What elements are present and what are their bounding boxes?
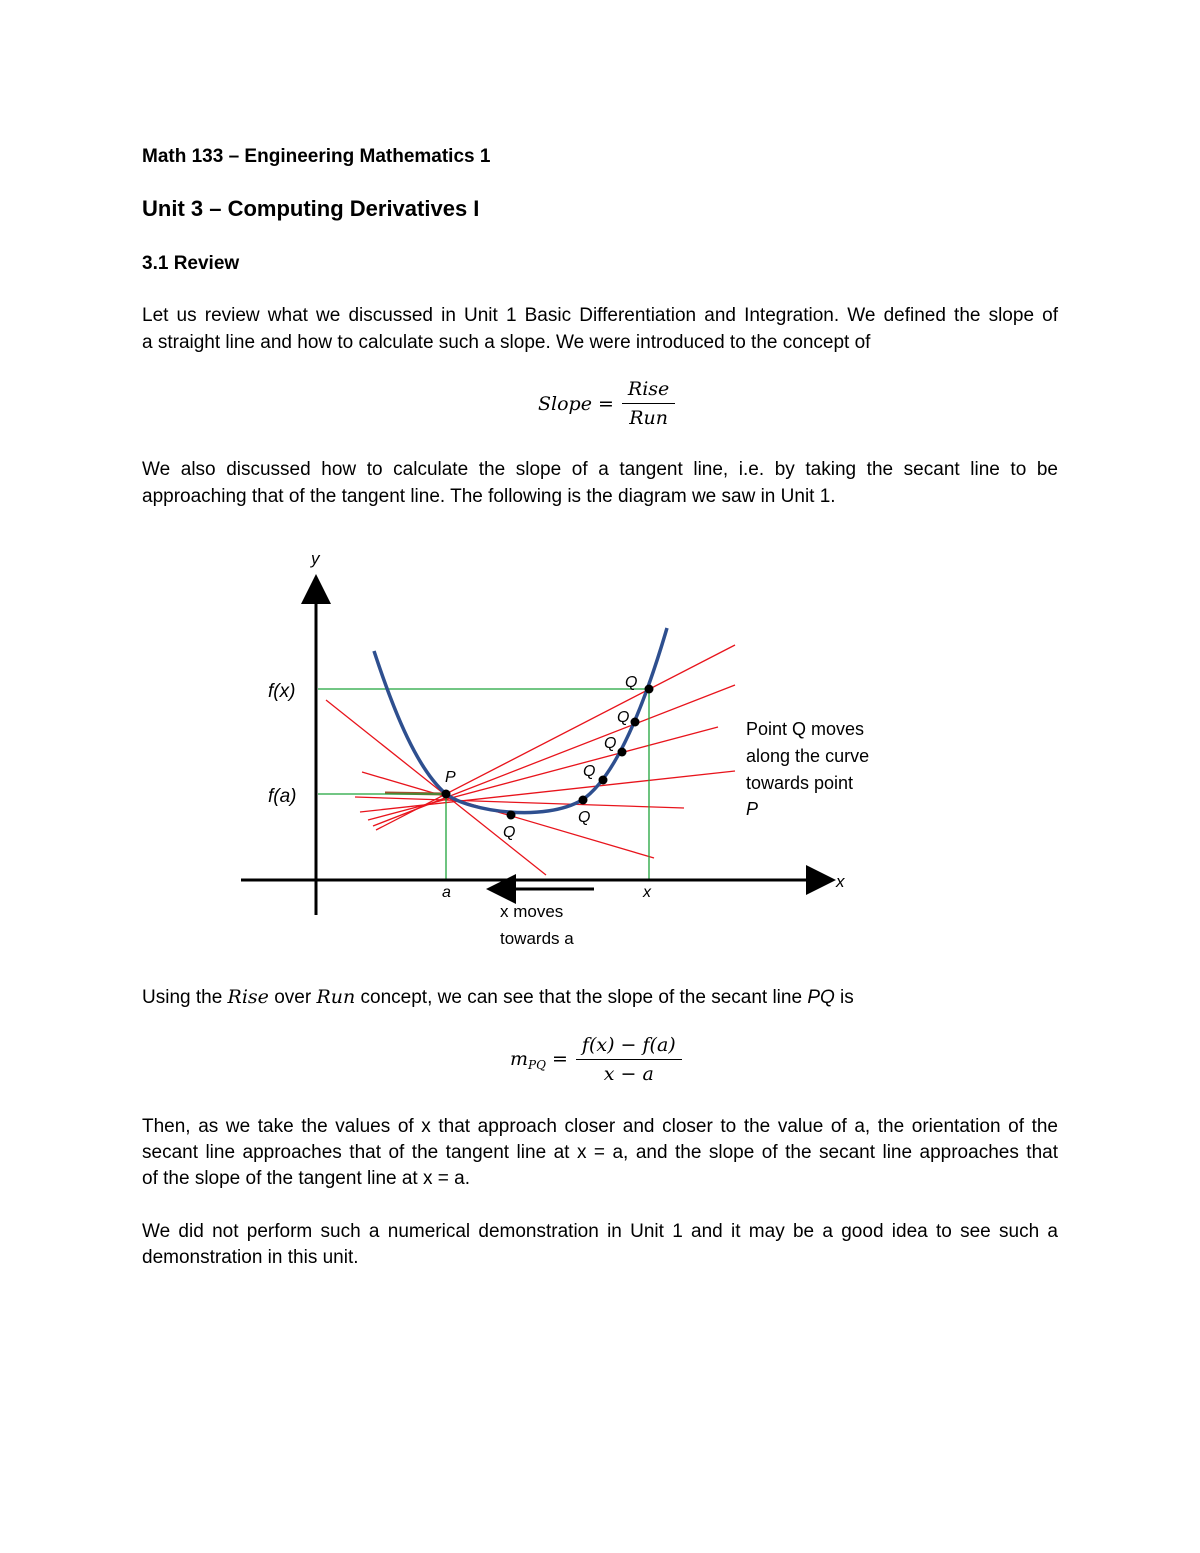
slope-formula-lhs: Slope =	[538, 392, 614, 415]
q-label: Q	[578, 809, 591, 826]
section-heading: 3.1 Review	[142, 253, 240, 274]
point-q	[645, 685, 654, 694]
rise-run-suffix: concept, we can see that the slope of the secant line	[355, 987, 808, 1008]
a-tick-label: a	[442, 884, 451, 901]
intro-line-2: a straight line and how to calculate such a slope. We were introduced to the concept of	[142, 332, 871, 353]
x-moves-line-2: towards a	[500, 929, 574, 948]
note-line-4: P	[746, 799, 759, 819]
q-label: Q	[617, 709, 630, 726]
fx-label: f(x)	[268, 681, 296, 702]
over-word: over	[268, 987, 317, 1008]
secant-line	[355, 797, 684, 808]
secant-line	[376, 645, 735, 830]
x-moves-line-1: x moves	[500, 902, 564, 921]
y-axis-label: y	[311, 549, 320, 568]
rise-run-paragraph	[142, 984, 854, 1011]
mpq-denominator: x − a	[603, 1063, 654, 1085]
note-line-1: Point Q moves	[746, 719, 865, 739]
mpq-m: m	[510, 1047, 529, 1070]
rise-run-prefix: Using the	[142, 987, 228, 1008]
q-label: Q	[604, 735, 617, 752]
then-line-1: Then, as we take the values of x that approach closer and closer to the value of a, the orientation of the	[142, 1116, 1058, 1137]
secant-line	[326, 700, 546, 875]
secant-line	[368, 727, 718, 820]
q-label: Q	[503, 824, 516, 841]
point-p	[442, 790, 451, 799]
secant-lines	[326, 645, 735, 875]
unit-title: Unit 3 – Computing Derivatives I	[142, 196, 480, 221]
x-axis-label: x	[836, 872, 845, 891]
intro-line-1: Let us review what we discussed in Unit 1 Basic Differentiation and Integration. We defined the slope of	[142, 305, 1058, 326]
tangent-line-2: approaching that of the tangent line. The following is the diagram we saw in Unit 1.	[142, 486, 836, 507]
final-line-1: We did not perform such a numerical demonstration in Unit 1 and it may be a good idea to see such a	[142, 1221, 1058, 1242]
q-label: Q	[625, 674, 638, 691]
point-q	[507, 811, 516, 820]
x-tick-label: x	[643, 884, 651, 901]
point-q	[579, 796, 588, 805]
slope-formula-numerator: Rise	[622, 378, 675, 404]
mpq-equals: =	[552, 1047, 568, 1070]
point-q	[618, 748, 627, 757]
q-label: Q	[583, 763, 596, 780]
secant-line	[373, 685, 735, 826]
tangent-line-1: We also discussed how to calculate the slope of a tangent line, i.e. by taking the secant line to be	[142, 459, 1058, 480]
pq-word: PQ	[807, 987, 835, 1008]
run-word: Run	[316, 986, 356, 1008]
slope-formula	[538, 378, 675, 429]
mpq-subscript: PQ	[528, 1057, 546, 1072]
final-line-2: demonstration in this unit.	[142, 1247, 359, 1268]
note-line-2: along the curve	[746, 746, 870, 766]
rise-word: Rise	[227, 986, 269, 1008]
rise-run-end: is	[834, 987, 854, 1008]
fa-label: f(a)	[268, 786, 297, 807]
then-line-2: secant line approaches that of the tangent line at x = a, and the slope of the secant line approaches that	[142, 1142, 1058, 1163]
then-line-3: of the slope of the tangent line at x = a.	[142, 1168, 470, 1189]
course-title: Math 133 – Engineering Mathematics 1	[142, 146, 491, 167]
mpq-lhs	[510, 1048, 568, 1072]
point-q	[631, 718, 640, 727]
note-line-3: towards point	[746, 773, 854, 793]
mpq-formula	[510, 1034, 682, 1085]
slope-formula-denominator: Run	[629, 407, 668, 429]
p-label: P	[445, 769, 456, 786]
point-q	[599, 776, 608, 785]
mpq-numerator: f(x) − f(a)	[576, 1034, 682, 1060]
secant-tangent-diagram	[0, 540, 1200, 960]
secant-line	[360, 771, 735, 812]
